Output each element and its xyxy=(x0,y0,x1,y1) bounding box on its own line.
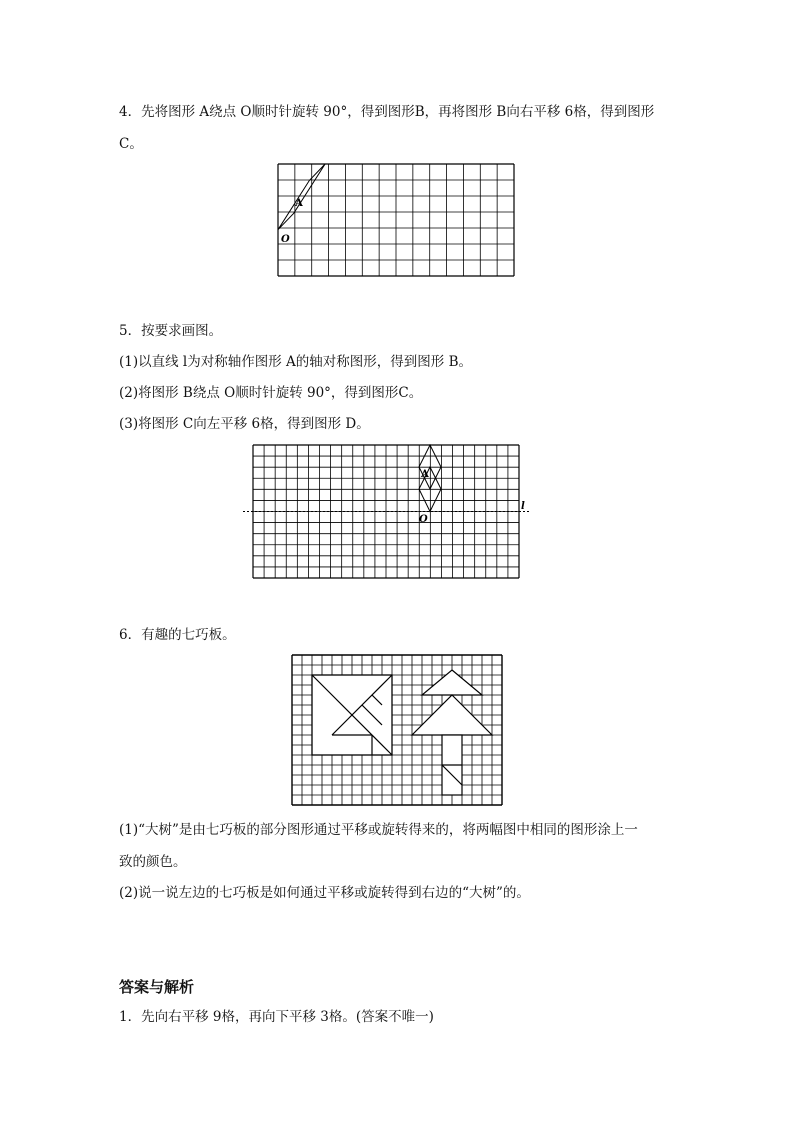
q6-item-2: (2)说一说左边的七巧板是如何通过平移或旋转得到右边的“大树”的。 xyxy=(119,885,530,901)
answer-1: 1．先向右平移 9格，再向下平移 3格。(答案不唯一) xyxy=(119,1009,434,1025)
q5-grid-figure xyxy=(253,445,525,578)
q6-tangram-square xyxy=(312,675,392,755)
answers-heading: 答案与解析 xyxy=(119,978,195,996)
q4-shape-a xyxy=(278,164,325,230)
q6-big-tree xyxy=(412,670,492,795)
q4-text-line-2: C。 xyxy=(119,136,143,152)
q4-text-line-1: 4．先将图形 A绕点 O顺时针旋转 90°，得到图形B，再将图形 B向右平移 6格，得到图形 xyxy=(119,104,655,120)
q6-item-1-line-2: 致的颜色。 xyxy=(119,854,187,870)
q5-item-1: (1)以直线 l为对称轴作图形 A的轴对称图形，得到图形 B。 xyxy=(119,354,472,370)
q5-label-a: A xyxy=(421,469,429,480)
q5-label-o: O xyxy=(419,514,428,525)
q6-title: 6．有趣的七巧板。 xyxy=(119,627,236,643)
q5-label-l: l xyxy=(521,501,525,512)
q5-title: 5．按要求画图。 xyxy=(119,323,223,339)
q6-grid-figure xyxy=(292,655,502,805)
q5-item-2: (2)将图形 B绕点 O顺时针旋转 90°，得到图形C。 xyxy=(119,385,423,401)
q4-label-o: O xyxy=(281,234,290,245)
q6-item-1-line-1: (1)“大树”是由七巧板的部分图形通过平移或旋转得来的，将两幅图中相同的图形涂上一 xyxy=(119,822,638,838)
q4-grid-figure xyxy=(278,164,514,276)
q4-grid-lines xyxy=(278,164,514,276)
q4-label-a: A xyxy=(295,198,303,209)
q5-item-3: (3)将图形 C向左平移 6格，得到图形 D。 xyxy=(119,416,370,432)
